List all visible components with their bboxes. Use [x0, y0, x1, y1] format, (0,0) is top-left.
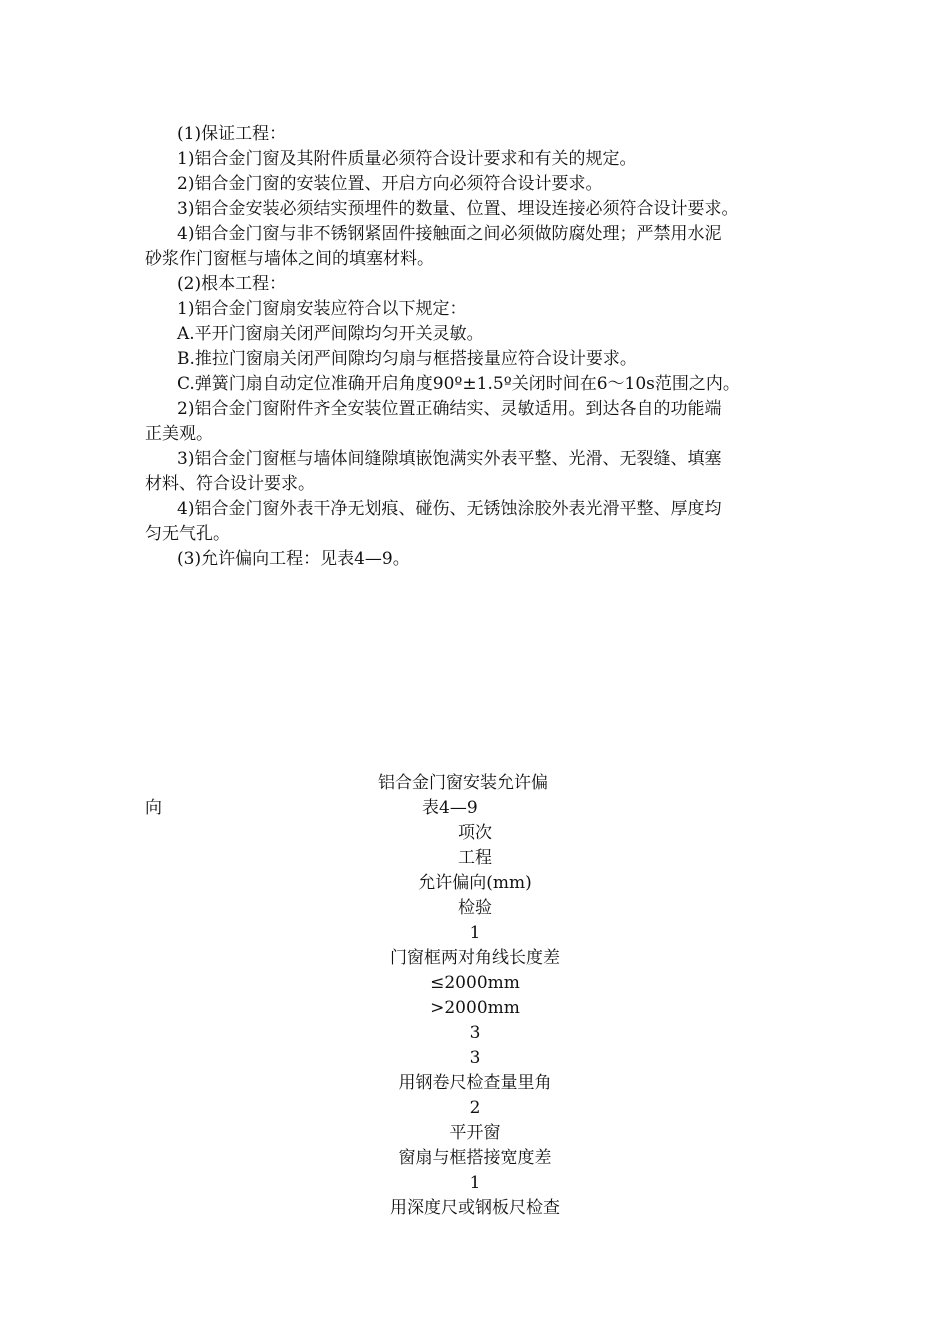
paragraph: 3)铝合金安装必须结实预埋件的数量、位置、埋设连接必须符合设计要求。: [177, 199, 739, 219]
table-cell: 窗扇与框搭接宽度差: [398, 1148, 552, 1168]
table-cells: [145, 821, 805, 1221]
table-cell: 检验: [458, 898, 492, 918]
paragraph: 3)铝合金门窗框与墙体间缝隙填嵌饱满实外表平整、光滑、无裂缝、填塞: [177, 449, 722, 469]
table-title: [145, 771, 805, 796]
table-title-line1: 铝合金门窗安装允许偏: [378, 773, 548, 793]
paragraph: (1)保证工程：: [177, 124, 287, 144]
paragraph-continuation: 正美观。: [145, 424, 213, 444]
table-title-row2: [145, 796, 805, 821]
paragraph: (2)根本工程：: [177, 274, 287, 294]
paragraph: C.弹簧门扇自动定位准确开启角度90º±1.5º关闭时间在6～10s范围之内。: [177, 374, 740, 394]
table-cell: 用钢卷尺检查量里角: [398, 1073, 552, 1093]
paragraph: 4)铝合金门窗外表干净无划痕、碰伤、无锈蚀涂胶外表光滑平整、厚度均: [177, 499, 722, 519]
paragraph-continuation: 匀无气孔。: [145, 524, 230, 544]
paragraph: (3)允许偏向工程：见表4—9。: [177, 549, 410, 569]
table-cell: 门窗框两对角线长度差: [390, 948, 560, 968]
paragraph: 2)铝合金门窗附件齐全安装位置正确结实、灵敏适用。到达各自的功能端: [177, 399, 722, 419]
table-cell: 用深度尺或钢板尺检查: [390, 1198, 560, 1218]
table-cell: 2: [469, 1098, 481, 1118]
paragraph-continuation: 材料、符合设计要求。: [145, 474, 315, 494]
table-number: 表4—9: [422, 798, 478, 818]
table-cell: 1: [469, 923, 481, 943]
paragraph: B.推拉门窗扇关闭严间隙均匀扇与框搭接量应符合设计要求。: [177, 349, 637, 369]
paragraph: 2)铝合金门窗的安装位置、开启方向必须符合设计要求。: [177, 174, 603, 194]
table-cell: 平开窗: [449, 1123, 501, 1143]
deviation-table: [145, 771, 805, 1221]
paragraph: 1)铝合金门窗及其附件质量必须符合设计要求和有关的规定。: [177, 149, 637, 169]
table-cell: >2000mm: [430, 998, 520, 1018]
table-cell: 3: [469, 1048, 481, 1068]
table-cell: 项次: [458, 823, 492, 843]
paragraph: 1)铝合金门窗扇安装应符合以下规定：: [177, 299, 467, 319]
table-cell: 1: [469, 1173, 481, 1193]
table-cell: 工程: [458, 848, 492, 868]
table-cell: 3: [469, 1023, 481, 1043]
body-text: [145, 122, 815, 572]
table-cell: 允许偏向(mm): [418, 873, 532, 893]
paragraph: A.平开门窗扇关闭严间隙均匀开关灵敏。: [177, 324, 484, 344]
paragraph-continuation: 砂浆作门窗框与墙体之间的填塞材料。: [145, 249, 434, 269]
table-cell: ≤2000mm: [430, 973, 520, 993]
table-title-line2-left: 向: [145, 798, 162, 818]
paragraph: 4)铝合金门窗与非不锈钢紧固件接触面之间必须做防腐处理；严禁用水泥: [177, 224, 722, 244]
